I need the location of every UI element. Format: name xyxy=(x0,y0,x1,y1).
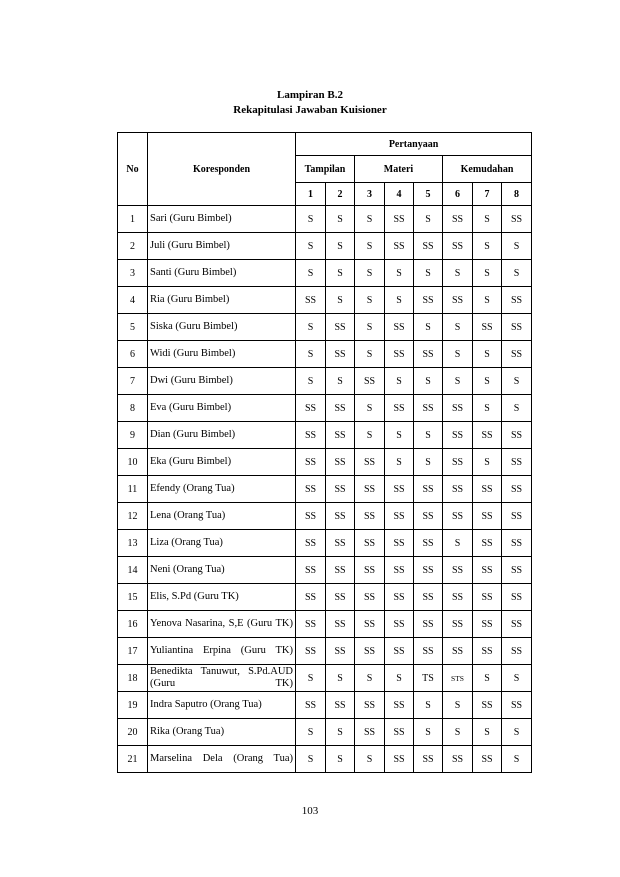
table-row xyxy=(118,665,532,692)
answer-cell: SS xyxy=(443,503,473,530)
answer-cell: S xyxy=(502,395,532,422)
answer-cell: S xyxy=(414,422,443,449)
answer-cell: S xyxy=(473,665,502,692)
answer-cell: SS xyxy=(385,206,414,233)
answer-cell: SS xyxy=(355,476,385,503)
answer-cell: SS xyxy=(414,611,443,638)
answer-cell: S xyxy=(296,233,326,260)
row-number: 12 xyxy=(118,503,148,530)
respondent-name: Dwi (Guru Bimbel) xyxy=(148,368,296,395)
respondent-name: Juli (Guru Bimbel) xyxy=(148,233,296,260)
row-number: 15 xyxy=(118,584,148,611)
header-group-tampilan: Tampilan xyxy=(296,156,355,183)
answer-cell: SS xyxy=(326,341,355,368)
table-row xyxy=(118,422,532,449)
table-row xyxy=(118,557,532,584)
answer-cell: S xyxy=(355,341,385,368)
answer-cell: SS xyxy=(296,611,326,638)
answer-cell: S xyxy=(355,260,385,287)
answer-cell: SS xyxy=(414,530,443,557)
answer-cell: SS xyxy=(355,503,385,530)
table-row xyxy=(118,584,532,611)
row-number: 14 xyxy=(118,557,148,584)
answer-cell: SS xyxy=(355,449,385,476)
answer-cell: S xyxy=(326,665,355,692)
answer-cell: SS xyxy=(443,557,473,584)
answer-cell: SS xyxy=(385,557,414,584)
row-number: 2 xyxy=(118,233,148,260)
answer-cell: SS xyxy=(502,638,532,665)
answer-cell: SS xyxy=(296,503,326,530)
questionnaire-table xyxy=(117,132,532,773)
respondent-name: Indra Saputro (Orang Tua) xyxy=(148,692,296,719)
answer-cell: S xyxy=(326,746,355,773)
row-number: 10 xyxy=(118,449,148,476)
answer-cell: SS xyxy=(443,611,473,638)
answer-cell: SS xyxy=(443,422,473,449)
answer-cell: SS xyxy=(502,206,532,233)
respondent-name: Santi (Guru Bimbel) xyxy=(148,260,296,287)
answer-cell: SS xyxy=(296,287,326,314)
answer-cell: SS xyxy=(385,476,414,503)
row-number: 4 xyxy=(118,287,148,314)
answer-cell: S xyxy=(296,746,326,773)
answer-cell: SS xyxy=(414,557,443,584)
answer-cell: S xyxy=(414,314,443,341)
row-number: 5 xyxy=(118,314,148,341)
answer-cell: S xyxy=(443,368,473,395)
row-number: 18 xyxy=(118,665,148,692)
answer-cell: SS xyxy=(355,557,385,584)
answer-cell: SS xyxy=(326,449,355,476)
row-number: 17 xyxy=(118,638,148,665)
header-question-number: 3 xyxy=(355,183,385,206)
answer-cell: SS xyxy=(385,692,414,719)
answer-cell: SS xyxy=(502,314,532,341)
answer-cell: S xyxy=(443,692,473,719)
answer-cell: SS xyxy=(502,341,532,368)
answer-cell: SS xyxy=(385,611,414,638)
header-group-materi: Materi xyxy=(355,156,443,183)
answer-cell: S xyxy=(473,287,502,314)
respondent-name: Marselina Dela (Orang Tua) xyxy=(148,746,296,773)
table-row xyxy=(118,314,532,341)
respondent-name: Efendy (Orang Tua) xyxy=(148,476,296,503)
respondent-name: Eva (Guru Bimbel) xyxy=(148,395,296,422)
table-body xyxy=(118,206,532,773)
header-group-kemudahan: Kemudahan xyxy=(443,156,532,183)
header-question-number: 1 xyxy=(296,183,326,206)
answer-cell: SS xyxy=(443,746,473,773)
answer-cell: SS xyxy=(296,395,326,422)
table-row xyxy=(118,611,532,638)
respondent-name: Eka (Guru Bimbel) xyxy=(148,449,296,476)
answer-cell: SS xyxy=(502,287,532,314)
answer-cell: SS xyxy=(296,692,326,719)
answer-cell: SS xyxy=(296,476,326,503)
answer-cell: SS xyxy=(296,638,326,665)
answer-cell: S xyxy=(473,206,502,233)
answer-cell: S xyxy=(443,314,473,341)
answer-cell: SS xyxy=(443,584,473,611)
answer-cell: S xyxy=(473,368,502,395)
answer-cell: S xyxy=(414,206,443,233)
respondent-name: Siska (Guru Bimbel) xyxy=(148,314,296,341)
table-row xyxy=(118,692,532,719)
respondent-name: Ria (Guru Bimbel) xyxy=(148,287,296,314)
answer-cell: SS xyxy=(326,530,355,557)
answer-cell: S xyxy=(502,368,532,395)
answer-cell: S xyxy=(355,206,385,233)
respondent-name: Rika (Orang Tua) xyxy=(148,719,296,746)
answer-cell: S xyxy=(326,206,355,233)
answer-cell: SS xyxy=(502,611,532,638)
answer-cell: SS xyxy=(385,233,414,260)
table-row xyxy=(118,503,532,530)
page-title: Lampiran B.2 xyxy=(276,89,343,101)
answer-cell: SS xyxy=(385,314,414,341)
answer-cell: SS xyxy=(326,692,355,719)
answer-cell: SS xyxy=(502,557,532,584)
answer-cell: SS xyxy=(502,503,532,530)
answer-cell: SS xyxy=(326,584,355,611)
answer-cell: SS xyxy=(414,584,443,611)
respondent-name: Yenova Nasarina, S,E (Guru TK) xyxy=(148,611,296,638)
table-row xyxy=(118,638,532,665)
answer-cell: S xyxy=(385,260,414,287)
answer-cell: S xyxy=(473,719,502,746)
table-row xyxy=(118,746,532,773)
respondent-name: Dian (Guru Bimbel) xyxy=(148,422,296,449)
answer-cell: SS xyxy=(355,719,385,746)
answer-cell: SS xyxy=(414,476,443,503)
answer-cell: SS xyxy=(473,746,502,773)
row-number: 11 xyxy=(118,476,148,503)
row-number: 6 xyxy=(118,341,148,368)
answer-cell: SS xyxy=(355,611,385,638)
answer-cell: SS xyxy=(326,557,355,584)
header-question-number: 5 xyxy=(414,183,443,206)
answer-cell: SS xyxy=(326,476,355,503)
answer-cell: S xyxy=(502,233,532,260)
answer-cell: SS xyxy=(414,341,443,368)
answer-cell: SS xyxy=(443,206,473,233)
answer-cell: SS xyxy=(385,719,414,746)
table-row xyxy=(118,530,532,557)
answer-cell: S xyxy=(443,260,473,287)
answer-cell: SS xyxy=(443,287,473,314)
answer-cell: S xyxy=(502,746,532,773)
header-question-number: 6 xyxy=(443,183,473,206)
answer-cell: S xyxy=(355,314,385,341)
answer-cell: S xyxy=(296,260,326,287)
answer-cell: S xyxy=(296,368,326,395)
answer-cell: S xyxy=(443,719,473,746)
answer-cell: SS xyxy=(443,476,473,503)
row-number: 16 xyxy=(118,611,148,638)
answer-cell: SS xyxy=(355,584,385,611)
answer-cell: S xyxy=(296,206,326,233)
row-number: 9 xyxy=(118,422,148,449)
answer-cell: SS xyxy=(473,557,502,584)
answer-cell: SS xyxy=(414,395,443,422)
answer-cell: SS xyxy=(326,503,355,530)
respondent-name: Neni (Orang Tua) xyxy=(148,557,296,584)
answer-cell: S xyxy=(355,665,385,692)
row-number: 19 xyxy=(118,692,148,719)
answer-cell: S xyxy=(473,260,502,287)
answer-cell: S xyxy=(326,233,355,260)
page-number: 103 xyxy=(301,805,319,817)
header-question-number: 7 xyxy=(473,183,502,206)
answer-cell: SS xyxy=(473,530,502,557)
answer-cell: S xyxy=(296,719,326,746)
answer-cell: S xyxy=(385,449,414,476)
table-row xyxy=(118,206,532,233)
answer-cell: S xyxy=(414,368,443,395)
answer-cell: SS xyxy=(414,503,443,530)
row-number: 3 xyxy=(118,260,148,287)
answer-cell: SS xyxy=(355,692,385,719)
answer-cell: SS xyxy=(385,341,414,368)
table-row xyxy=(118,449,532,476)
row-number: 8 xyxy=(118,395,148,422)
answer-cell: S xyxy=(473,449,502,476)
answer-cell: SS xyxy=(473,692,502,719)
title-block xyxy=(0,88,620,118)
answer-cell: SS xyxy=(502,476,532,503)
answer-cell: S xyxy=(385,287,414,314)
answer-cell: S xyxy=(414,449,443,476)
answer-cell: S xyxy=(385,368,414,395)
row-number: 13 xyxy=(118,530,148,557)
table-row xyxy=(118,368,532,395)
table-row xyxy=(118,476,532,503)
answer-cell: SS xyxy=(473,638,502,665)
answer-cell: SS xyxy=(355,638,385,665)
respondent-name: Benedikta Tanuwut, S.Pd.AUD (Guru TK) xyxy=(148,665,296,692)
answer-cell: SS xyxy=(355,368,385,395)
answer-cell: SS xyxy=(385,530,414,557)
answer-cell: SS xyxy=(296,557,326,584)
answer-cell: SS xyxy=(473,584,502,611)
answer-cell: S xyxy=(326,719,355,746)
answer-cell: S xyxy=(414,260,443,287)
answer-cell: S xyxy=(296,665,326,692)
answer-cell: S xyxy=(502,665,532,692)
answer-cell: S xyxy=(326,260,355,287)
row-number: 7 xyxy=(118,368,148,395)
row-number: 20 xyxy=(118,719,148,746)
answer-cell: S xyxy=(443,341,473,368)
answer-cell: SS xyxy=(296,584,326,611)
answer-cell: S xyxy=(355,746,385,773)
answer-cell: SS xyxy=(326,638,355,665)
answer-cell: SS xyxy=(473,503,502,530)
respondent-name: Elis, S.Pd (Guru TK) xyxy=(148,584,296,611)
answer-cell: SS xyxy=(502,584,532,611)
answer-cell: TS xyxy=(414,665,443,692)
answer-cell: SS xyxy=(414,287,443,314)
answer-cell: SS xyxy=(326,395,355,422)
answer-cell: S xyxy=(502,260,532,287)
answer-cell: S xyxy=(385,422,414,449)
answer-cell: SS xyxy=(414,233,443,260)
answer-cell: SS xyxy=(502,422,532,449)
answer-cell: S xyxy=(355,395,385,422)
answer-cell: STS xyxy=(443,665,473,692)
answer-cell: SS xyxy=(326,422,355,449)
answer-cell: SS xyxy=(385,638,414,665)
answer-cell: S xyxy=(443,530,473,557)
answer-cell: SS xyxy=(473,476,502,503)
answer-cell: SS xyxy=(502,449,532,476)
answer-cell: SS xyxy=(326,611,355,638)
respondent-name: Sari (Guru Bimbel) xyxy=(148,206,296,233)
answer-cell: S xyxy=(473,341,502,368)
answer-cell: S xyxy=(355,287,385,314)
answer-cell: SS xyxy=(296,449,326,476)
table-row xyxy=(118,719,532,746)
table-row xyxy=(118,395,532,422)
table-row xyxy=(118,260,532,287)
answer-cell: SS xyxy=(443,395,473,422)
answer-cell: SS xyxy=(414,638,443,665)
answer-cell: SS xyxy=(443,449,473,476)
table-row xyxy=(118,287,532,314)
header-responden: Koresponden xyxy=(148,133,296,206)
answer-cell: S xyxy=(355,233,385,260)
table-row xyxy=(118,233,532,260)
answer-cell: S xyxy=(326,368,355,395)
page-subtitle: Rekapitulasi Jawaban Kuisioner xyxy=(233,104,387,116)
respondent-name: Liza (Orang Tua) xyxy=(148,530,296,557)
row-number: 21 xyxy=(118,746,148,773)
answer-cell: SS xyxy=(443,638,473,665)
answer-cell: S xyxy=(473,233,502,260)
header-pertanyaan: Pertanyaan xyxy=(296,133,532,156)
answer-cell: S xyxy=(414,692,443,719)
answer-cell: SS xyxy=(443,233,473,260)
answer-cell: S xyxy=(473,395,502,422)
answer-cell: SS xyxy=(414,746,443,773)
table-row xyxy=(118,341,532,368)
answer-cell: S xyxy=(296,341,326,368)
answer-cell: SS xyxy=(473,611,502,638)
answer-cell: S xyxy=(414,719,443,746)
answer-cell: SS xyxy=(296,530,326,557)
answer-cell: SS xyxy=(385,503,414,530)
answer-cell: SS xyxy=(385,584,414,611)
answer-cell: S xyxy=(502,719,532,746)
header-question-number: 2 xyxy=(326,183,355,206)
respondent-name: Widi (Guru Bimbel) xyxy=(148,341,296,368)
header-no: No xyxy=(118,133,148,206)
answer-cell: SS xyxy=(296,422,326,449)
answer-cell: SS xyxy=(473,422,502,449)
row-number: 1 xyxy=(118,206,148,233)
header-question-number: 8 xyxy=(502,183,532,206)
answer-cell: SS xyxy=(502,692,532,719)
answer-cell: S xyxy=(296,314,326,341)
answer-cell: S xyxy=(385,665,414,692)
answer-cell: SS xyxy=(385,395,414,422)
header-question-number: 4 xyxy=(385,183,414,206)
answer-cell: S xyxy=(326,287,355,314)
answer-cell: S xyxy=(355,422,385,449)
answer-cell: SS xyxy=(326,314,355,341)
respondent-name: Lena (Orang Tua) xyxy=(148,503,296,530)
respondent-name: Yuliantina Erpina (Guru TK) xyxy=(148,638,296,665)
answer-cell: SS xyxy=(502,530,532,557)
answer-cell: SS xyxy=(355,530,385,557)
answer-cell: SS xyxy=(385,746,414,773)
answer-cell: SS xyxy=(473,314,502,341)
